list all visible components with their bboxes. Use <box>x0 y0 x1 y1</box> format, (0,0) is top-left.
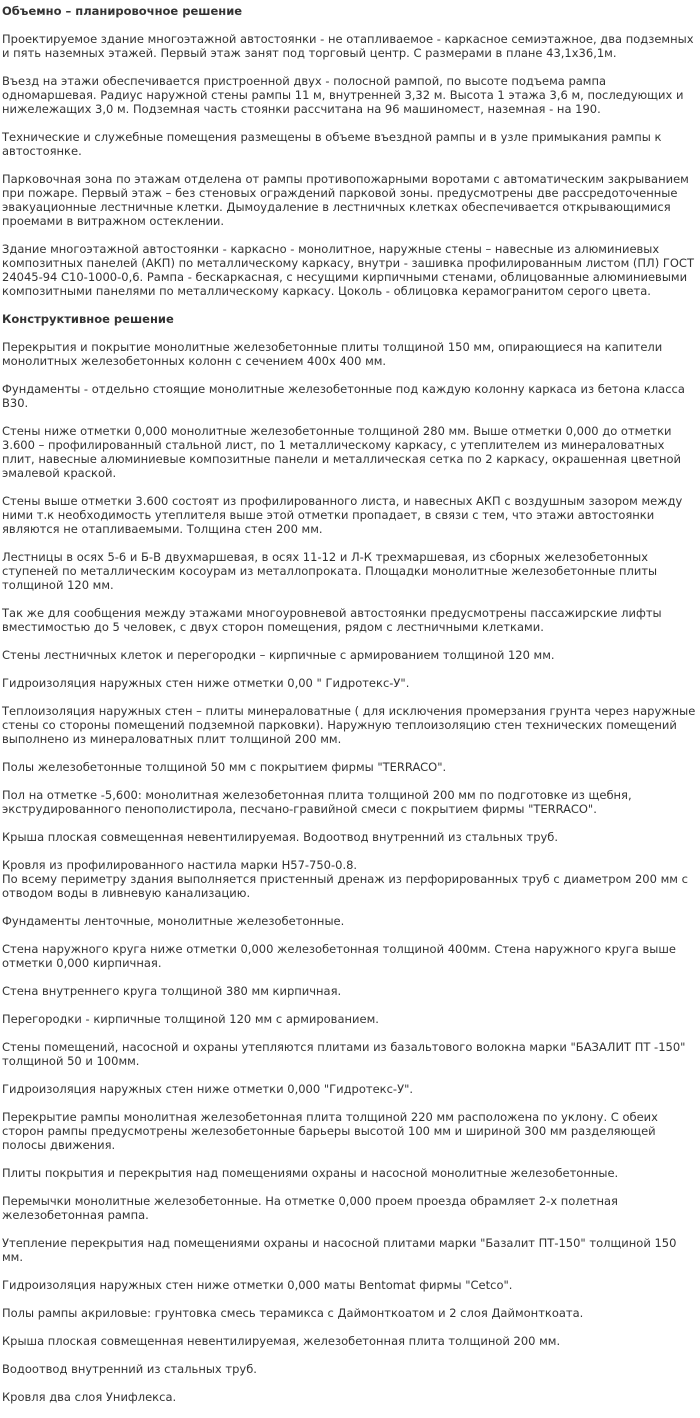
paragraph: Стена наружного круга ниже отметки 0,000 железобетонная толщиной 400мм. Стена наружного круга выше отметки 0,000 кирпичная. <box>2 942 676 970</box>
paragraph: Теплоизоляция наружных стен – плиты минераловатные ( для исключения промерзания грунта через наружные стены со стороны помещений подземной парковки). Наружную теплоизоляцию стен технических помещений выполнено из минераловатных плит толщиной 200 мм. <box>2 704 696 746</box>
paragraph: Лестницы в осях 5-6 и Б-В двухмаршевая, в осях 11-12 и Л-К трехмаршевая, из сборных железобетонных ступеней по металлическим косоурам из металлопроката. Площадки монолитные железобетонные плиты толщиной 120 мм. <box>2 550 658 592</box>
paragraph: Кровля два слоя Унифлекса. <box>2 1390 177 1404</box>
paragraph: Полы железобетонные толщиной 50 мм с покрытием фирмы "TERRACO". <box>2 760 447 774</box>
paragraph: Гидроизоляция наружных стен ниже отметки 0,000 "Гидротекс-У". <box>2 1082 414 1096</box>
paragraph: Стены ниже отметки 0,000 монолитные железобетонные толщиной 280 мм. Выше отметки 0,000 до отметки 3.600 – профилированный стальной лист, по 1 металлическому каркасу, с утеплителем из минераловатных плит, навесные алюминиевые композитные панели и металлическая сетка по 2 каркасу, окрашенная цветной эмалевой краской. <box>2 424 681 480</box>
paragraph: Пол на отметке -5,600: монолитная железобетонная плита толщиной 200 мм по подготовке из щебня, экструдированного пенополистирола, песчано-гравийной смеси с покрытием фирмы "TERRACO". <box>2 788 632 816</box>
paragraph: Утепление перекрытия над помещениями охраны и насосной плитами марки "Базалит ПТ-150" толщиной 150 мм. <box>2 1236 677 1264</box>
paragraph: Стены выше отметки 3.600 состоят из профилированного листа, и навесных АКП с воздушным зазором между ними т.к необходимость утеплителя выше этой отметки пропадает, в связи с тем, что этажи автостоянки являются не отапливаемыми. Толщина стен 200 мм. <box>2 494 683 536</box>
paragraph: Плиты покрытия и перекрытия над помещениями охраны и насосной монолитные железобетонные. <box>2 1166 619 1180</box>
paragraph: Фундаменты - отдельно стоящие монолитные железобетонные под каждую колонну каркаса из бетона класса В30. <box>2 382 685 410</box>
paragraph: Крыша плоская совмещенная невентилируемая, железобетонная плита толщиной 200 мм. <box>2 1334 561 1348</box>
paragraph: Так же для сообщения между этажами многоуровневой автостоянки предусмотрены пассажирские лифты вместимостью до 5 человек, с двух сторон помещения, рядом с лестничными клетками. <box>2 606 662 634</box>
paragraph: Стены лестничных клеток и перегородки – кирпичные с армированием толщиной 120 мм. <box>2 648 555 662</box>
section-heading-layout: Объемно – планировочное решение <box>2 4 243 18</box>
paragraph: Въезд на этажи обеспечивается пристроенной двух - полосной рампой, по высоте подъема рампа одномаршевая. Радиус наружной стены рампы 11 м, внутренней 3,32 м. Высота 1 этажа 3,6 м, последующих и нижележащих 3,0 м. Подземная часть стоянки рассчитана на 96 машиномест, наземная - на 190. <box>2 74 684 116</box>
paragraph: Водоотвод внутренний из стальных труб. <box>2 1362 257 1376</box>
paragraph: Перекрытия и покрытие монолитные железобетонные плиты толщиной 150 мм, опирающиеся на капители монолитных железобетонных колонн с сечением 400х 400 мм. <box>2 340 663 368</box>
paragraph: Гидроизоляция наружных стен ниже отметки 0,00 " Гидротекс-У". <box>2 676 410 690</box>
paragraph: Стена внутреннего круга толщиной 380 мм кирпичная. <box>2 984 342 998</box>
paragraph: Перемычки монолитные железобетонные. На отметке 0,000 проем проезда обрамляет 2-х полетная железобетонная рампа. <box>2 1194 618 1222</box>
paragraph: Стены помещений, насосной и охраны утепляются плитами из базальтового волокна марки "БАЗАЛИТ ПТ -150" толщиной 50 и 100мм. <box>2 1040 686 1068</box>
paragraph: Кровля из профилированного настила марки Н57-750-0.8. По всему периметру здания выполняется пристенный дренаж из перфорированных труб с диаметром 200 мм с отводом воды в ливневую канализацию. <box>2 858 688 900</box>
paragraph: Фундаменты ленточные, монолитные железобетонные. <box>2 914 345 928</box>
paragraph: Здание многоэтажной автостоянки - каркасно - монолитное, наружные стены – навесные из алюминиевых композитных панелей (АКП) по металлическому каркасу, внутри - зашивка профилированным листом (ПЛ) ГОСТ 24045-94 С10-1000-0,6. Рампа - бескаркасная, с несущими кирпичными стенами, облицованные алюминиевыми композитными панелями по металлическому каркасу. Цоколь - облицовка керамогранитом серого цвета. <box>2 242 694 298</box>
paragraph: Технические и служебные помещения размещены в объеме въездной рампы и в узле примыкания рампы к автостоянке. <box>2 130 662 158</box>
paragraph: Полы рампы акриловые: грунтовка смесь терамикса с Даймонткоатом и 2 слоя Даймонткоата. <box>2 1306 584 1320</box>
paragraph: Проектируемое здание многоэтажной автостоянки - не отапливаемое - каркасное семиэтажное, два подземных и пять наземных этажей. Первый этаж занят под торговый центр. С размерами в плане 43,1х36,1м. <box>2 32 694 60</box>
paragraph: Перегородки - кирпичные толщиной 120 мм с армированием. <box>2 1012 379 1026</box>
paragraph: Парковочная зона по этажам отделена от рампы противопожарными воротами с автоматическим закрыванием при пожаре. Первый этаж – без стеновых ограждений парковой зоны. предусмотрены две рассредоточенные эвакуационные лестничные клетки. Дымоудаление в лестничных клетках обеспечивается открывающимися проемами в витражном остеклении. <box>2 172 689 228</box>
paragraph: Перекрытие рампы монолитная железобетонная плита толщиной 220 мм расположена по уклону. С обеих сторон рампы предусмотрены железобетонные барьеры высотой 100 мм и шириной 300 мм разделяющей полосы движения. <box>2 1110 658 1152</box>
section-heading-structural: Конструктивное решение <box>2 312 174 326</box>
paragraph: Крыша плоская совмещенная невентилируемая. Водоотвод внутренний из стальных труб. <box>2 830 559 844</box>
paragraph: Гидроизоляция наружных стен ниже отметки 0,000 маты Bentomat фирмы "Cetco". <box>2 1278 513 1292</box>
